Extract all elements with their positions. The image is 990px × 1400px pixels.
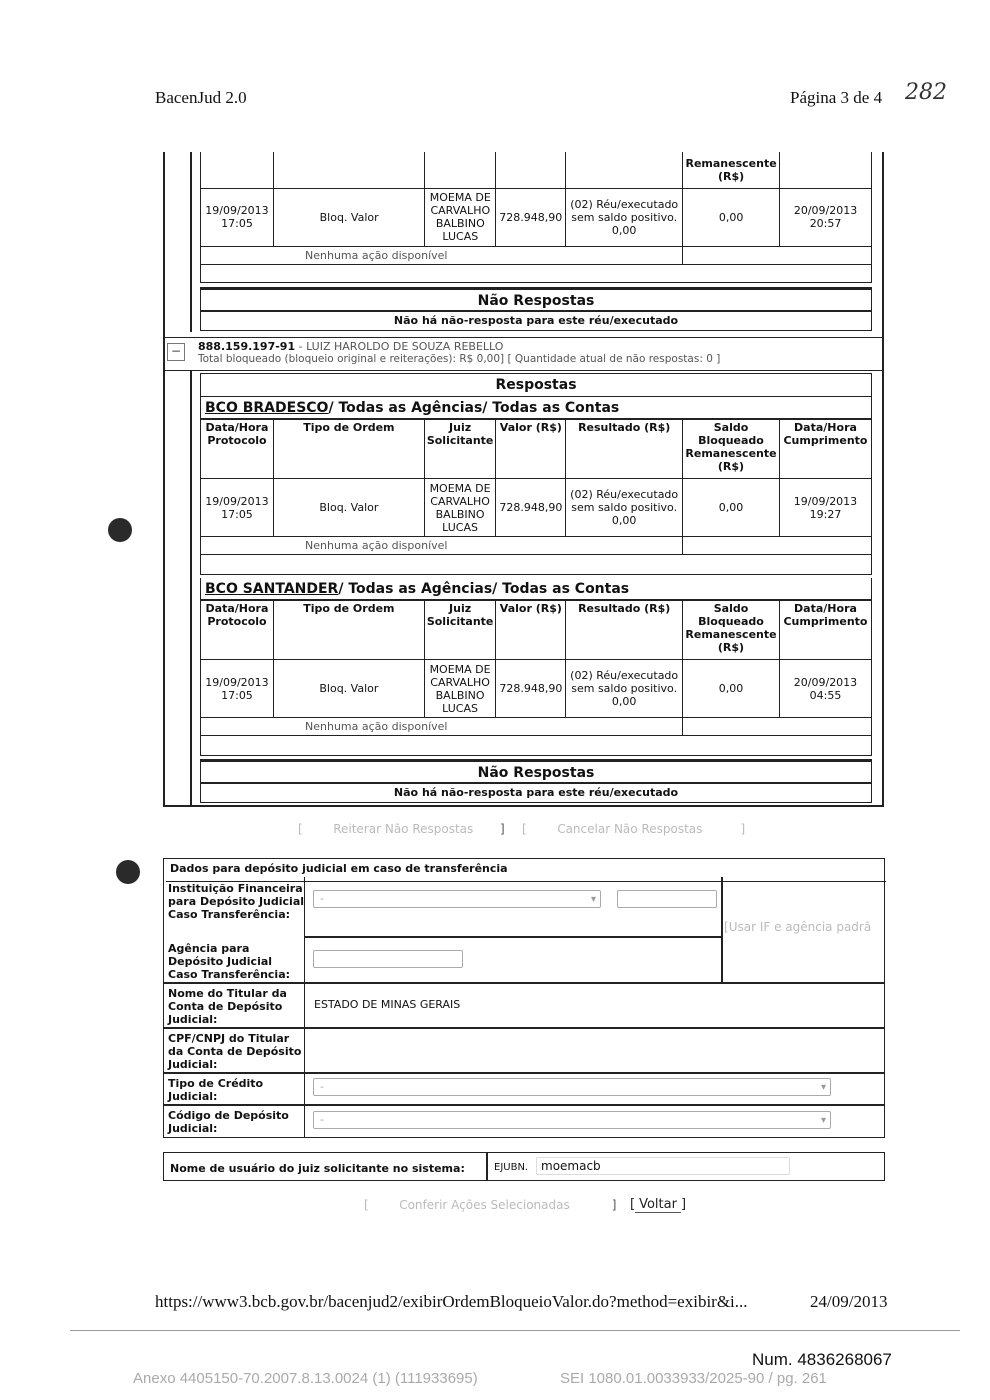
codigo-value: - (320, 1113, 324, 1126)
codigo-deposito-select[interactable] (313, 1111, 831, 1129)
instituicao-code-input[interactable] (617, 890, 717, 908)
nao-respostas-message: Não há não-resposta para este réu/executado (200, 311, 872, 331)
usuario-input[interactable]: moemacb (536, 1157, 790, 1175)
punch-hole (108, 518, 132, 542)
usuario-label: Nome de usuário do juiz solicitante no sistema: (170, 1162, 465, 1175)
codigo-label: Código de Depósito Judicial: (168, 1109, 289, 1135)
footer-rule (70, 1330, 960, 1331)
divider (163, 982, 885, 984)
cell-valor: 728.948,90 (496, 660, 566, 718)
minus-box-icon[interactable]: − (167, 343, 185, 361)
bank-scope: / Todas as Agências/ Todas as Contas (338, 581, 630, 597)
cell-saldo: 0,00 (683, 660, 780, 718)
page-header-title: BacenJud 2.0 (155, 88, 247, 107)
reu-title: 888.159.197-91 - LUIZ HAROLDO DE SOUZA REBELLO (198, 340, 504, 353)
cancelar-label: Cancelar Não Respostas (557, 822, 703, 836)
nao-respostas-title: Não Respostas (200, 287, 872, 311)
divider (721, 877, 723, 983)
anexo-stamp: Anexo 4405150-70.2007.8.13.0024 (1) (111933695) (133, 1370, 478, 1387)
col-header-saldo: Saldo Bloqueado Remanescente (R$) (683, 420, 780, 479)
col-header-datahora: Data/Hora Protocolo (201, 420, 274, 479)
respostas-title: Respostas (200, 373, 872, 397)
cell-tipo: Bloq. Valor (273, 660, 424, 718)
cell-resultado: (02) Réu/executado sem saldo positivo. 0,00 (566, 660, 683, 718)
col-header-juiz: Juiz Solicitante (424, 601, 496, 660)
cell-cumprimento: 19/09/2013 19:27 (779, 479, 871, 537)
tipo-credito-label: Tipo de Crédito Judicial: (168, 1077, 264, 1103)
divider (486, 1152, 488, 1181)
col-header-datahora: Data/Hora Protocolo (201, 601, 274, 660)
instituicao-select[interactable] (313, 890, 601, 908)
cell-resultado: (02) Réu/executado sem saldo positivo. 0,00 (566, 188, 683, 246)
handwritten-page-mark: 282 (905, 80, 947, 105)
conferir-button[interactable]: [ Conferir Ações Selecionadas ] (364, 1198, 617, 1212)
bradesco-table (200, 419, 872, 575)
bank-scope: / Todas as Agências/ Todas as Contas (328, 400, 620, 416)
inst-label: Instituição Financeira para Depósito Judicial Caso Transferência: (168, 882, 305, 921)
nenhuma-acao-text: Nenhuma ação disponível (201, 537, 683, 555)
titular-label: Nome do Titular da Conta de Depósito Judicial: (168, 987, 287, 1026)
divider (163, 1104, 885, 1106)
nao-respostas-title: Não Respostas (200, 759, 872, 783)
cell-valor: 728.948,90 (496, 479, 566, 537)
usuario-prefix: EJUBN. (494, 1162, 529, 1173)
cancelar-button[interactable]: [ Cancelar Não Respostas ] (522, 822, 746, 836)
block1-table (200, 152, 872, 283)
divider (163, 1027, 885, 1029)
cell-juiz: MOEMA DE CARVALHO BALBINO LUCAS (425, 188, 496, 246)
cell-juiz: MOEMA DE CARVALHO BALBINO LUCAS (424, 479, 496, 537)
divider (163, 1072, 885, 1074)
document-number: Num. 4836268067 (752, 1350, 892, 1369)
inst-value: - (320, 892, 324, 905)
voltar-button[interactable]: [ Voltar ] (630, 1197, 687, 1212)
cell-tipo: Bloq. Valor (273, 188, 424, 246)
col-header-resultado: Resultado (R$) (566, 601, 683, 660)
nenhuma-acao-text: Nenhuma ação disponível (201, 718, 683, 736)
page-number: Página 3 de 4 (790, 88, 883, 107)
col-header-tipo: Tipo de Ordem (273, 601, 424, 660)
cell-cumprimento: 20/09/2013 20:57 (780, 188, 872, 246)
santander-table (200, 600, 872, 756)
tipo-credito-select[interactable] (313, 1078, 831, 1096)
col-header-cumprimento: Data/Hora Cumprimento (779, 601, 871, 660)
cell-resultado: (02) Réu/executado sem saldo positivo. 0,00 (566, 479, 683, 537)
col-header-resultado: Resultado (R$) (566, 420, 683, 479)
usar-if-padrao-checkbox[interactable]: [Usar IF e agência padrã (724, 920, 872, 934)
cpf-label: CPF/CNPJ do Titular da Conta de Depósito Judicial: (168, 1032, 302, 1071)
col-header-juiz: Juiz Solicitante (424, 420, 496, 479)
voltar-label: Voltar (635, 1197, 681, 1213)
reu-name: LUIZ HAROLDO DE SOUZA REBELLO (306, 340, 504, 353)
col-header-cumprimento: Data/Hora Cumprimento (779, 420, 871, 479)
reu-total: Total bloqueado (bloqueio original e reiterações): R$ 0,00] [ Quantidade atual de não respostas: 0 ] (198, 353, 721, 365)
tipo-credito-value: - (320, 1080, 324, 1093)
divider (304, 936, 722, 938)
table-row (201, 188, 872, 246)
titular-value: ESTADO DE MINAS GERAIS (314, 998, 461, 1011)
cell-valor: 728.948,90 (496, 188, 566, 246)
sei-stamp: SEI 1080.01.0033933/2025-90 / pg. 261 (560, 1370, 827, 1387)
col-header-valor: Valor (R$) (496, 420, 566, 479)
reiterar-button[interactable]: [ Reiterar Não Respostas ] (298, 822, 505, 836)
usar-if-label: Usar IF e agência padrã (728, 920, 872, 934)
cell-cumprimento: 20/09/2013 04:55 (779, 660, 871, 718)
frame-inner-rule (190, 152, 192, 332)
col-header-saldo: Saldo Bloqueado Remanescente (R$) (683, 601, 780, 660)
nenhuma-acao-text: Nenhuma ação disponível (201, 246, 683, 264)
deposito-title: Dados para depósito judicial em caso de transferência (166, 860, 886, 882)
table-row (201, 479, 872, 537)
print-date: 24/09/2013 (810, 1292, 888, 1311)
conferir-label: Conferir Ações Selecionadas (399, 1198, 570, 1212)
col-header-valor: Valor (R$) (496, 601, 566, 660)
cell-juiz: MOEMA DE CARVALHO BALBINO LUCAS (424, 660, 496, 718)
cell-saldo: 0,00 (683, 479, 780, 537)
col-header-remanescente: Remanescente (R$) (683, 152, 780, 188)
agencia-label: Agência para Depósito Judicial Caso Transferência: (168, 942, 291, 981)
bank-name[interactable]: BCO SANTANDER (205, 581, 339, 597)
frame-inner-rule (190, 370, 192, 806)
cell-datetime: 19/09/2013 17:05 (201, 188, 274, 246)
agencia-input[interactable] (313, 950, 463, 968)
cell-saldo: 0,00 (683, 188, 780, 246)
table-row (201, 660, 872, 718)
punch-hole (116, 860, 140, 884)
bank-header-bradesco (200, 397, 872, 419)
cell-datetime: 19/09/2013 17:05 (201, 479, 274, 537)
reu-cpf: 888.159.197-91 (198, 340, 296, 353)
reiterar-label: Reiterar Não Respostas (333, 822, 474, 836)
bank-name[interactable]: BCO BRADESCO (205, 400, 329, 416)
cell-tipo: Bloq. Valor (273, 479, 424, 537)
page-url: https://www3.bcb.gov.br/bacenjud2/exibirOrdemBloqueioValor.do?method=exibir&i... (155, 1292, 748, 1311)
bank-header-santander (200, 578, 872, 600)
col-header-tipo: Tipo de Ordem (273, 420, 424, 479)
cell-datetime: 19/09/2013 17:05 (201, 660, 274, 718)
nao-respostas-message: Não há não-resposta para este réu/executado (200, 783, 872, 803)
